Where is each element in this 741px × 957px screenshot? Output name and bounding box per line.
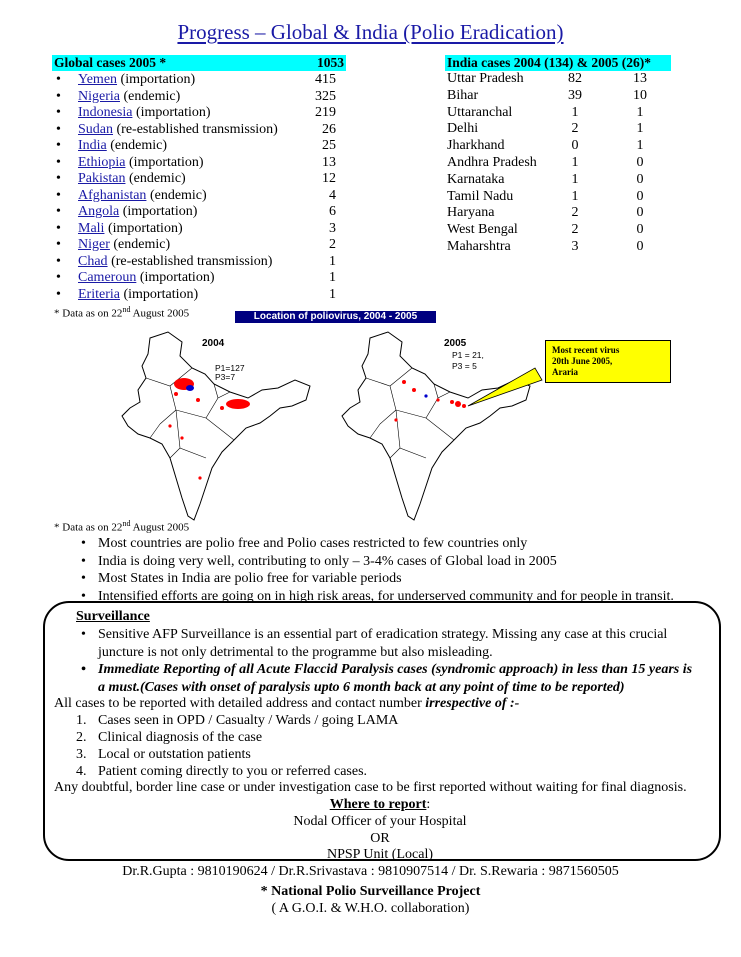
- india-row-2004: 82: [568, 71, 582, 86]
- global-row: [56, 204, 346, 221]
- numbered-item-text: Local or outstation patients: [98, 747, 251, 762]
- country-link[interactable]: Ethiopia: [78, 154, 126, 170]
- india-row-state: Delhi: [447, 121, 479, 137]
- surveillance-bullets: [76, 626, 716, 696]
- numbered-item: 4. Patient coming directly to you or referred cases.: [76, 764, 368, 779]
- numbered-item-text: Cases seen in OPD / Casualty / Wards / going LAMA: [98, 713, 399, 728]
- bullet: •: [56, 220, 61, 236]
- country-link[interactable]: Sudan: [78, 121, 113, 137]
- global-header-label: Global cases 2005 *: [54, 55, 167, 70]
- bullet: •: [56, 286, 61, 302]
- global-row-country: [78, 72, 195, 89]
- global-row: [56, 188, 346, 205]
- country-note: (importation): [107, 220, 183, 236]
- global-table-header: [52, 55, 346, 71]
- india-row-2004: 1: [571, 155, 579, 170]
- numbered-item: 3. Local or outstation patients: [76, 747, 251, 762]
- map-p1-2005: P1 = 21,: [452, 350, 484, 360]
- summary-bullet: • Most countries are polio free and Polio cases restricted to few countries only: [76, 535, 706, 553]
- global-row-country: [78, 287, 198, 304]
- country-link[interactable]: Niger: [78, 237, 110, 252]
- recent-virus-callout: [545, 340, 671, 383]
- global-row-country: [78, 221, 183, 238]
- global-row-count: 3: [329, 220, 336, 236]
- numbered-item: 1. Cases seen in OPD / Casualty / Wards / going LAMA: [76, 713, 399, 728]
- summary-bullet: • India is doing very well, contributing to only – 3-4% cases of Global load in 2005: [76, 553, 706, 571]
- global-row-count: 1: [329, 253, 336, 269]
- bullet-1-line-2: juncture is not only detrimental to the programme but also misleading.: [98, 644, 493, 660]
- global-row-country: [78, 155, 204, 172]
- map-p1-2004: P1=127: [215, 363, 245, 373]
- country-link[interactable]: Chad: [78, 253, 108, 269]
- country-link[interactable]: Yemen: [78, 72, 118, 87]
- surveillance-bullet: [76, 626, 716, 661]
- global-row-country: [78, 122, 278, 139]
- global-row: [56, 237, 346, 254]
- india-row-2004: 1: [571, 171, 579, 187]
- bullet: •: [56, 270, 61, 285]
- doubtful-note: Any doubtful, border line case or under investigation case to be first reported without waiting for final diagnosis.: [54, 780, 687, 795]
- india-row-2005: 0: [636, 171, 644, 187]
- global-footnote: [54, 305, 189, 320]
- india-row: [447, 205, 667, 222]
- where-colon: :: [426, 797, 431, 812]
- country-note: (endemic): [123, 88, 181, 104]
- footnote-sup: nd: [122, 305, 131, 314]
- bullet: •: [56, 72, 61, 87]
- bullet: •: [56, 88, 61, 104]
- india-row-state: Bihar: [447, 87, 479, 103]
- callout-line-3: Araria: [552, 367, 578, 377]
- nodal-officer: Nodal Officer of your Hospital: [293, 814, 467, 829]
- country-note: (endemic): [113, 237, 171, 252]
- india-row-2005: 0: [636, 205, 644, 221]
- report-intro-emphasis: irrespective of :-: [425, 696, 520, 711]
- global-row-count: 1: [329, 270, 336, 285]
- country-link[interactable]: Eriteria: [78, 286, 120, 302]
- india-row: [447, 172, 667, 189]
- india-row: [447, 138, 667, 155]
- india-row: [447, 155, 667, 172]
- global-row: [56, 122, 346, 139]
- global-row-country: [78, 105, 211, 122]
- where-label: Where to report: [329, 797, 427, 812]
- global-row: [56, 254, 346, 271]
- india-row-2005: 0: [636, 188, 644, 204]
- report-intro: [54, 695, 519, 712]
- india-row: [447, 189, 667, 206]
- country-note: (endemic): [149, 187, 207, 203]
- country-link[interactable]: Indonesia: [78, 105, 133, 120]
- global-row: [56, 221, 346, 238]
- surveillance-bullet-emphasis: [76, 661, 716, 696]
- india-row-2004: 0: [571, 138, 579, 154]
- summary-bullet: • Intensified efforts are going on in high risk areas, for underserved community and for people in transit.: [76, 588, 706, 606]
- india-row-state: Jharkhand: [447, 138, 505, 154]
- numbered-item: 2. Clinical diagnosis of the case: [76, 730, 263, 745]
- global-row-country: [78, 138, 167, 155]
- global-row-country: [78, 188, 207, 205]
- global-row-country: [78, 204, 197, 221]
- bullet: •: [56, 237, 61, 252]
- global-row-count: 26: [322, 121, 336, 137]
- india-row: [447, 121, 667, 138]
- country-note: (re-established transmission): [111, 253, 273, 269]
- global-row-count: 6: [329, 204, 336, 219]
- map-p3-2004: P3=7: [215, 372, 236, 382]
- india-row: [447, 239, 667, 256]
- bullet: •: [56, 187, 61, 203]
- country-link[interactable]: Mali: [78, 220, 105, 236]
- country-note: (importation): [128, 154, 204, 170]
- bullet-2-line-2: a must.(Cases with onset of paralysis upto 6 month back at any point of time to be reported): [98, 679, 625, 695]
- india-row-2005: 0: [636, 155, 644, 170]
- footnote-sup: nd: [122, 519, 131, 528]
- global-row-count: 13: [322, 154, 336, 170]
- global-row-country: [78, 254, 272, 271]
- footnote-text-end: August 2005: [130, 521, 190, 534]
- country-link[interactable]: Pakistan: [78, 171, 126, 186]
- india-row-state: Uttaranchal: [447, 104, 513, 120]
- global-row: [56, 72, 346, 89]
- global-row: [56, 89, 346, 106]
- virus-cluster-2004: [168, 378, 250, 480]
- india-row-state: Haryana: [447, 205, 495, 221]
- where-to-report: [43, 796, 717, 813]
- numbered-item-text: Patient coming directly to you or referred cases.: [98, 764, 368, 779]
- bullet: •: [56, 204, 61, 219]
- bullet: •: [56, 253, 61, 269]
- india-row-state: Karnataka: [447, 171, 505, 187]
- india-row-2005: 0: [636, 222, 644, 238]
- bullet: •: [56, 171, 61, 186]
- footer-collaboration: ( A G.O.I. & W.H.O. collaboration): [271, 901, 470, 916]
- npsp-unit: NPSP Unit (Local): [326, 847, 434, 862]
- india-row-state: Maharshtra: [447, 239, 511, 254]
- india-map-2004: [110, 328, 325, 528]
- global-row: [56, 138, 346, 155]
- map-year-2005: 2005: [444, 338, 467, 349]
- india-row-2004: 3: [571, 239, 579, 254]
- country-note: (endemic): [110, 138, 168, 153]
- surveillance-heading: Surveillance: [76, 609, 150, 624]
- global-row: [56, 155, 346, 172]
- global-row-country: [78, 237, 170, 254]
- country-note: (endemic): [128, 171, 186, 186]
- bullet-2-line-1: Immediate Reporting of all Acute Flaccid Paralysis cases (syndromic approach) in less than 15 years is: [98, 662, 693, 677]
- page-title: Progress – Global & India (Polio Eradication): [177, 20, 564, 44]
- global-row: [56, 270, 346, 287]
- india-row: [447, 88, 667, 105]
- country-link[interactable]: Afghanistan: [78, 187, 147, 203]
- india-row-2005: 1: [636, 104, 644, 120]
- numbered-list: [76, 712, 398, 780]
- india-row-2004: 39: [568, 87, 582, 103]
- callout-line-2: 20th June 2005,: [552, 356, 613, 366]
- global-row-count: 1: [329, 286, 336, 302]
- india-row: [447, 71, 667, 88]
- country-link[interactable]: Angola: [78, 204, 120, 219]
- country-note: (re-established transmission): [116, 121, 278, 137]
- global-row-country: [78, 171, 186, 188]
- global-row-count: 325: [315, 88, 336, 104]
- india-row: [447, 105, 667, 122]
- bullet: •: [56, 154, 61, 170]
- global-row: [56, 105, 346, 122]
- india-row-2004: 2: [571, 222, 579, 238]
- report-intro-text: All cases to be reported with detailed address and contact number: [54, 696, 426, 711]
- global-row-count: 415: [315, 72, 336, 87]
- global-header-total: 1053: [317, 55, 344, 70]
- india-row-2005: 10: [633, 87, 647, 103]
- global-row: [56, 287, 346, 304]
- bullet-1-line-1: Sensitive AFP Surveillance is an essential part of eradication strategy. Missing any case at this crucial: [98, 627, 668, 642]
- global-row: [56, 171, 346, 188]
- callout-line-1: Most recent virus: [552, 345, 620, 355]
- global-row-country: [78, 270, 214, 287]
- footnote-text: * Data as on 22: [54, 307, 123, 320]
- india-row-state: Tamil Nadu: [447, 188, 514, 204]
- country-link[interactable]: Nigeria: [78, 88, 120, 104]
- summary-bullet: • Most States in India are polio free for variable periods: [76, 570, 706, 588]
- global-row-country: [78, 89, 180, 106]
- summary-footnote: [54, 519, 189, 534]
- india-table-header: [445, 55, 671, 71]
- global-row-count: 12: [322, 171, 336, 186]
- footnote-text-end: August 2005: [130, 307, 190, 320]
- india-row-state: Andhra Pradesh: [447, 155, 537, 170]
- map-year-2004: 2004: [202, 338, 225, 349]
- india-row-2004: 2: [571, 205, 579, 221]
- summary-bullets: [76, 535, 706, 605]
- india-row-2005: 1: [636, 121, 644, 137]
- india-row-2005: 13: [633, 71, 647, 86]
- country-note: (importation): [122, 204, 198, 219]
- india-row-state: Uttar Pradesh: [447, 71, 524, 86]
- country-link[interactable]: Cameroun: [78, 270, 137, 285]
- bullet: •: [56, 121, 61, 137]
- footer-project: * National Polio Surveillance Project: [260, 884, 481, 899]
- india-row-2004: 1: [571, 188, 579, 204]
- country-link[interactable]: India: [78, 138, 107, 153]
- country-note: (importation): [120, 72, 196, 87]
- india-row-2005: 1: [636, 138, 644, 154]
- india-row: [447, 222, 667, 239]
- india-map-2005: [330, 328, 545, 528]
- india-header-label: India cases 2004 (134) & 2005 (26)*: [447, 55, 651, 70]
- bullet: •: [56, 138, 61, 153]
- global-row-count: 4: [329, 187, 336, 203]
- global-row-count: 2: [329, 237, 336, 252]
- virus-cluster-2005: [394, 380, 466, 422]
- numbered-item-text: Clinical diagnosis of the case: [98, 730, 263, 745]
- india-row-2005: 0: [636, 239, 644, 254]
- contact-numbers: Dr.R.Gupta : 9810190624 / Dr.R.Srivastava : 9810907514 / Dr. S.Rewaria : 9871560505: [122, 864, 619, 879]
- india-row-2004: 2: [571, 121, 579, 137]
- map-p3-2005: P3 = 5: [452, 361, 477, 371]
- country-note: (importation): [135, 105, 211, 120]
- callout-pointer: [468, 368, 542, 406]
- global-row-count: 219: [315, 105, 336, 120]
- country-note: (importation): [123, 286, 199, 302]
- global-row-count: 25: [322, 138, 336, 153]
- map-banner: Location of poliovirus, 2004 - 2005: [235, 311, 436, 323]
- india-row-state: West Bengal: [447, 222, 518, 238]
- country-note: (importation): [139, 270, 215, 285]
- state-borders-2005: [366, 368, 454, 458]
- footnote-text: * Data as on 22: [54, 521, 123, 534]
- india-row-2004: 1: [571, 104, 579, 120]
- or-label: OR: [370, 831, 390, 846]
- bullet: •: [56, 105, 61, 120]
